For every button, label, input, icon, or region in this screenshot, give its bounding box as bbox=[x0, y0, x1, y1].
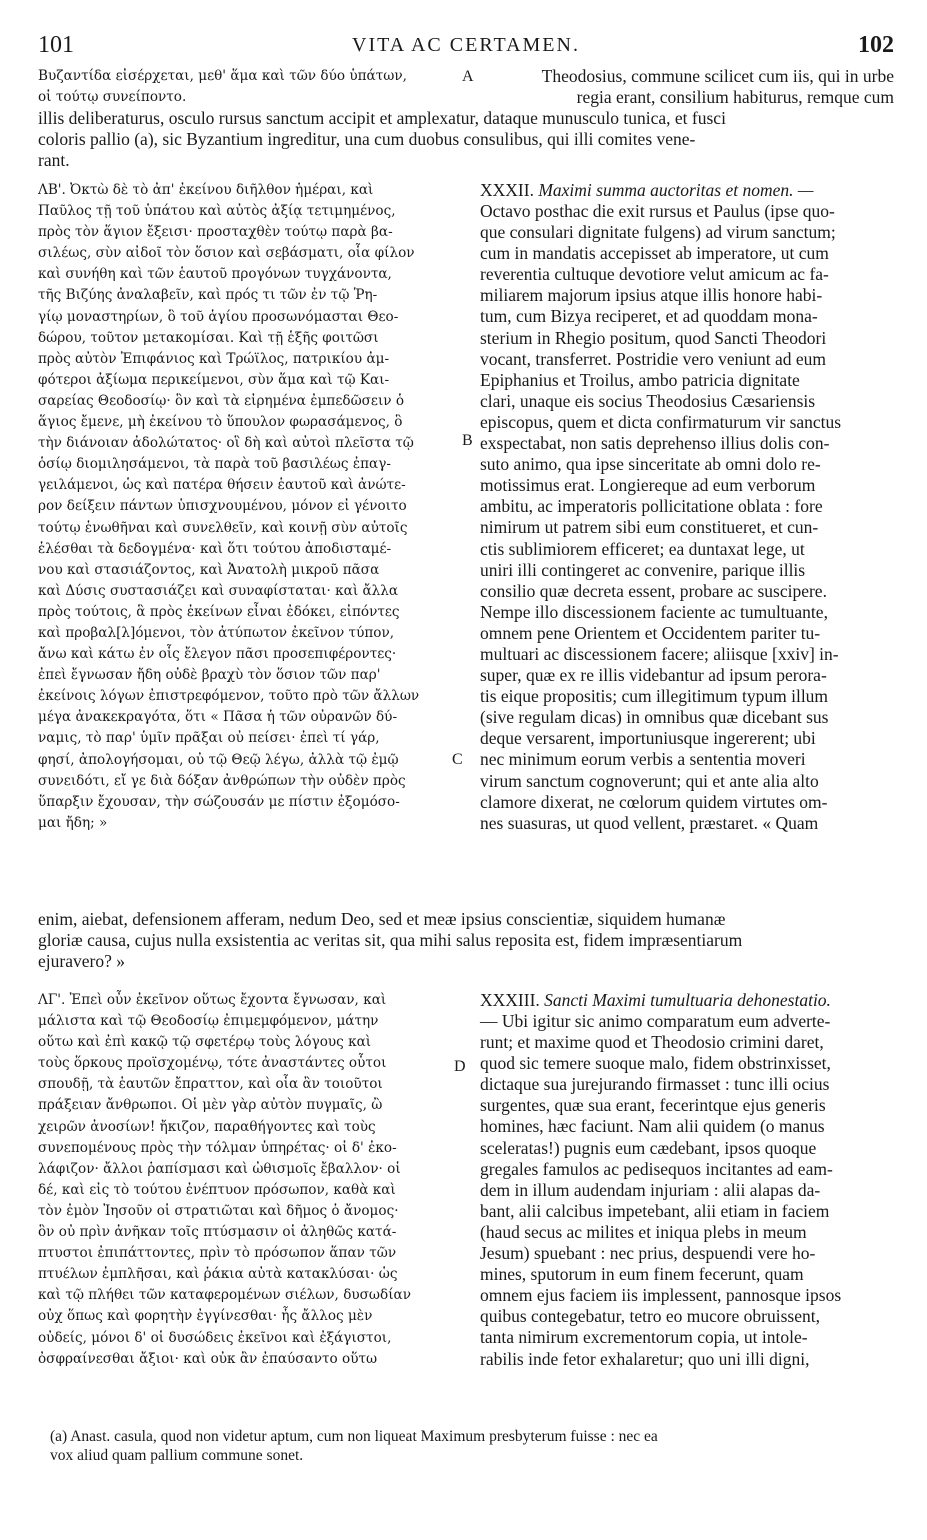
margin-marker-a: A bbox=[462, 68, 474, 85]
latin-section-33: — Ubi igitur sic animo comparatum eum adverte- runt; et maxime quod et Theodosio crimini daret, quod sic temere suoque malo, fidem obstrinxisset, dictaque sua jurejurando firmasset : tunc illi ocius surgentes, quæ sua erant, fecerintque ejus generis homines, hæc faciunt. Nam alii quidem (o manus sceleratas!) pugnis eum cædebant, ipsos quoque gregales famulos ac pedisequos incitantes ad eam- dem in illum audendam injuriam : alii alapas da- bant, alii calcibus impetebant, alii etiam in faciem (haud secus ac milites et iniqua plebs in meum Jesum) spuebant : nec prius, despuendi vere ho- mines, sputorum in eum finem fecerunt, quam omnem ejus faciem iis implessent, pannosque ipsos quibus contegebatur, tetro eo mucore obruissent, tanta nimirum excrementorum copia, ut intole- rabilis inde fetor exhalaretur; quo uni illi digni, bbox=[480, 1011, 842, 1369]
section-32-heading: Maximi summa auctoritas et nomen. — bbox=[538, 180, 814, 200]
footnote: (a) Anast. casula, quod non videtur aptum, cum non liqueat Maximum presbyterum fuisse : nec ea vox aliud quam pallium commune sonet. bbox=[50, 1428, 658, 1464]
greek-section-33: ΛΓ'. Ἐπεὶ οὖν ἐκεῖνον οὕτως ἔχοντα ἔγνωσαν, καὶ μάλιστα καὶ τῷ Θεοδοσίῳ ἐπιμεμφόμενον, μάτην οὕτω καὶ ἐπὶ κακῷ τῷ σφετέρῳ τοὺς λόγους καὶ τοὺς ὅρκους προϊσχομένῳ, τότε ἀναστάντες οὗτοι σπουδῇ, τὰ ἑαυτῶν ἔπραττον, καὶ οἷα ἂν τοιοῦτοι πράξειαν ἄνθρωποι. Οἱ μὲν γὰρ αὐτὸν πυγμαῖς, ὢ χειρῶν ἀνοσίων! ἤκιζον, παραθήγοντες καὶ τοὺς συνεπομένους πρὸς τὴν τόλμαν ὑπηρέτας· οἱ δ' ἐκο- λάφιζον· ἄλλοι ῥαπίσμασι καὶ ὠθισμοῖς ἔβαλλον· οἱ δέ, καὶ εἰς τὸ τούτου ἐνέπτυον πρόσωπον, καθὰ καὶ τὸν ἐμὸν Ἰησοῦν οἱ στρατιῶται καὶ δῆμος ὁ ἄνομος· ὃν οὐ πρὶν ἀνῆκαν τοῖς πτύσμασιν οἱ ἀληθῶς κατά- πτυστοι ἐπιπάττοντες, πρὶν τὸ πρόσωπον ἅπαν τῶν πτυέλων ἐμπλῆσαι, καὶ ῥάκια αὐτὰ κατακλύσαι· ὡς καὶ τῷ πλήθει τῶν καταφερομένων σιέλων, δυσωδίαν οὐχ ὅπως καὶ φορητὴν ἐγγίνεσθαι· ἧς ἄλλος μὲν οὐδείς, μόνοι δ' οἱ δυσώδεις ἐκεῖνοι καὶ ἐξάγιστοι, ὀσφραίνεσθαι ἄξιοι· καὶ οὐκ ἂν ἐπαύσαντο οὕτω bbox=[38, 992, 411, 1367]
latin-top-text: Theodosius, commune scilicet cum iis, qui in urbe regia erant, consilium habiturus, remque cum bbox=[541, 66, 894, 108]
latin-section-32: Octavo posthac die exit rursus et Paulus (ipse quo- que consulari dignitate fulgens) ad virum sanctum; cum in mandatis accepisset ab imperatore, ut cum reverentia cultuque devotiore velut amicum ac fa- miliarem majorum ipsius atque illis honore habi- tum, cum Bizya reciperet, et ad quoddam mona- sterium in Rhegio positum, quod Sancti Theodori vocant, transferret. Postridie vero veniunt ad eum Epiphanius et Troilus, ambo patricia dignitate clari, unaque eis socius Theodosius Cæsariensis episcopus, quem et dicta confirmaturum vir sanctus exspectabat, non satis deprehenso illius dolis con- suto animo, qua ipse sinceritate ab omni dolo re- motissimus erat. Longiereque ad eum verborum ambitu, ac imperatoris pollicitatione oblata : fore nimirum ut patrem sibi eum constitueret, et cun- ctis sublimiorem efficeret; ea duntaxat lege, ut uniri illi contingeret ac convenire, parique illis consilio quæ decreta essent, probare ac suscipere. Nempe illo discessionem faciente ac tumultuante, omnem pene Orientem et Occidentem pariter tu- multuari ac discessionem facere; aliisque [xxiv] in- super, quæ ex re illis videbantur ad ipsum perora- tis eique propositis; cum illegitimum typum illum (sive regulam dicas) in omnibus quæ dicebant sus deque versarent, importuniusque ingererent; ubi nec minimum eorum verbis a sententia moveri virum sanctum cognoverunt; qui et ante alia alto clamore dixerat, ne cœlorum quidem virtutes om- nes suasuras, ut quod vellent, præstaret. « Quam bbox=[480, 201, 842, 833]
margin-marker-b: B bbox=[462, 432, 473, 449]
latin-span-line: ejuravero? » bbox=[38, 951, 125, 971]
margin-marker-d: D bbox=[454, 1058, 466, 1075]
page-number-left: 101 bbox=[38, 32, 74, 58]
latin-span-line: enim, aiebat, defensionem afferam, nedum Deo, sed et meæ ipsius conscientiæ, siquidem humanæ bbox=[38, 909, 726, 929]
greek-section-32: ΛΒ'. Ὀκτὼ δὲ τὸ ἀπ' ἐκείνου διῆλθον ἡμέραι, καὶ Παῦλος τῇ τοῦ ὑπάτου καὶ αὐτὸς ἀξίᾳ τετιμημένος, πρὸς τὸν ἅγιον ἔξεισι· προσταχθὲν τούτῳ παρὰ βα- σιλέως, σὺν αἰδοῖ τὸν ὅσιον καὶ σεβάσματι, οἷα φίλον καὶ συνήθη καὶ τῶν ἑαυτοῦ προγόνων τυγχάνοντα, τῆς Βιζύης ἀναλαβεῖν, καὶ πρός τι τῶν ἐν τῷ Ῥη- γίῳ μοναστηρίων, ὃ τοῦ ἁγίου προσωνόμασται Θεο- δώρου, τοῦτον μετακομίσαι. Καὶ τῇ ἑξῆς φοιτῶσι πρὸς αὐτὸν Ἐπιφάνιος καὶ Τρώϊλος, πατρικίου ἀμ- φότεροι ἀξίωμα περικείμενοι, σὺν ἅμα καὶ τῷ Και- σαρείας Θεοδοσίῳ· ὃν καὶ τὰ εἰρημένα ἐμπεδῶσειν ὁ ἅγιος ἔμενε, μὴ ἐκείνου τὸ ὕπουλον φωρασάμενος, ὃ τὴν διάνοιαν ἀδολώτατος· οἳ δὴ καὶ αὐτοὶ πλεῖστα τῷ ὁσίῳ διομιλησάμενοι, τὰ παρὰ τοῦ βασιλέως ἐπαγ- γειλάμενοι, ὡς καὶ πατέρα θήσειν ἑαυτοῦ καὶ ἀνώτε- ρον δείξειν πάντων ὑπισχνουμένου, μόνον εἰ γένοιτο τούτῳ ἑνωθῆναι καὶ συνελθεῖν, καὶ κοινῇ σὺν αὐτοῖς ἑλέσθαι τὰ δεδογμένα· καὶ ὅτι τούτου ἀποδισταμέ- νου καὶ στασιάζοντος, καὶ Ἀνατολὴ μικροῦ πᾶσα καὶ Δύσις συστασιάζει καὶ συναφίσταται· καὶ ἄλλα πρὸς τούτοις, ἃ πρὸς ἐκείνων εἶναι ἐδόκει, εἰπόντες καὶ προβαλ[λ]όμενοι, τὸν ἀτύπωτον ἐκεῖνον τύπον, ἄνω καὶ κάτω ἐν οἷς ἔλεγον πᾶσι προσεπιφέροντες· ἐπεὶ ἔγνωσαν ἤδη οὐδὲ βραχὺ τὸν ὅσιον τῶν παρ' ἐκείνοις λόγων ἐπιστρεφόμενον, τοῦτο πρὸ τῶν ἄλλων μέγα ἀνακεκραγότα, ὅτι « Πᾶσα ἡ τῶν οὐρανῶν δύ- ναμις, τὸ παρ' ὑμῖν πρᾶξαι οὐ πείσει· ἐπεὶ τί γάρ, φησί, ἀπολογήσομαι, οὐ τῷ Θεῷ λέγω, ἀλλὰ τῷ ἐμῷ συνειδότι, εἴ γε διὰ δόξαν ἀνθρώπων τὴν οὐδὲν πρὸς ὕπαρξιν ἔχουσαν, τὴν σώζουσάν με πίστιν ἐξομόσο- μαι ἤδη; » bbox=[38, 182, 420, 831]
page-number-right: 102 bbox=[858, 32, 894, 58]
margin-marker-c: C bbox=[452, 751, 463, 768]
greek-top-text: Βυζαντίδα εἰσέρχεται, μεθ' ἅμα καὶ τῶν δύο ὑπάτων, οἱ τούτῳ συνείποντο. bbox=[38, 68, 407, 106]
latin-span-line: coloris pallio (a), sic Byzantium ingreditur, una cum duobus consulibus, qui illi comites vene- bbox=[38, 129, 696, 149]
latin-span-line: illis deliberaturus, osculo rursus sanctum accipit et amplexatur, dataque munusculo tunica, et fusci bbox=[38, 108, 726, 128]
running-header bbox=[38, 32, 894, 60]
latin-span-line: rant. bbox=[38, 150, 70, 170]
latin-span-line: gloriæ causa, cujus nulla exsistentia ac veritas sit, qua mihi salus reposita est, fidem impræsentiarum bbox=[38, 930, 743, 950]
running-title: VITA AC CERTAMEN. bbox=[352, 34, 580, 56]
section-32-number: XXXII. bbox=[480, 180, 539, 200]
section-33-heading: Sancti Maximi tumultuaria dehonestatio. bbox=[544, 990, 831, 1010]
section-33-number: XXXIII. bbox=[480, 990, 545, 1010]
section-33-title bbox=[480, 990, 894, 1011]
section-32-title bbox=[480, 180, 894, 201]
